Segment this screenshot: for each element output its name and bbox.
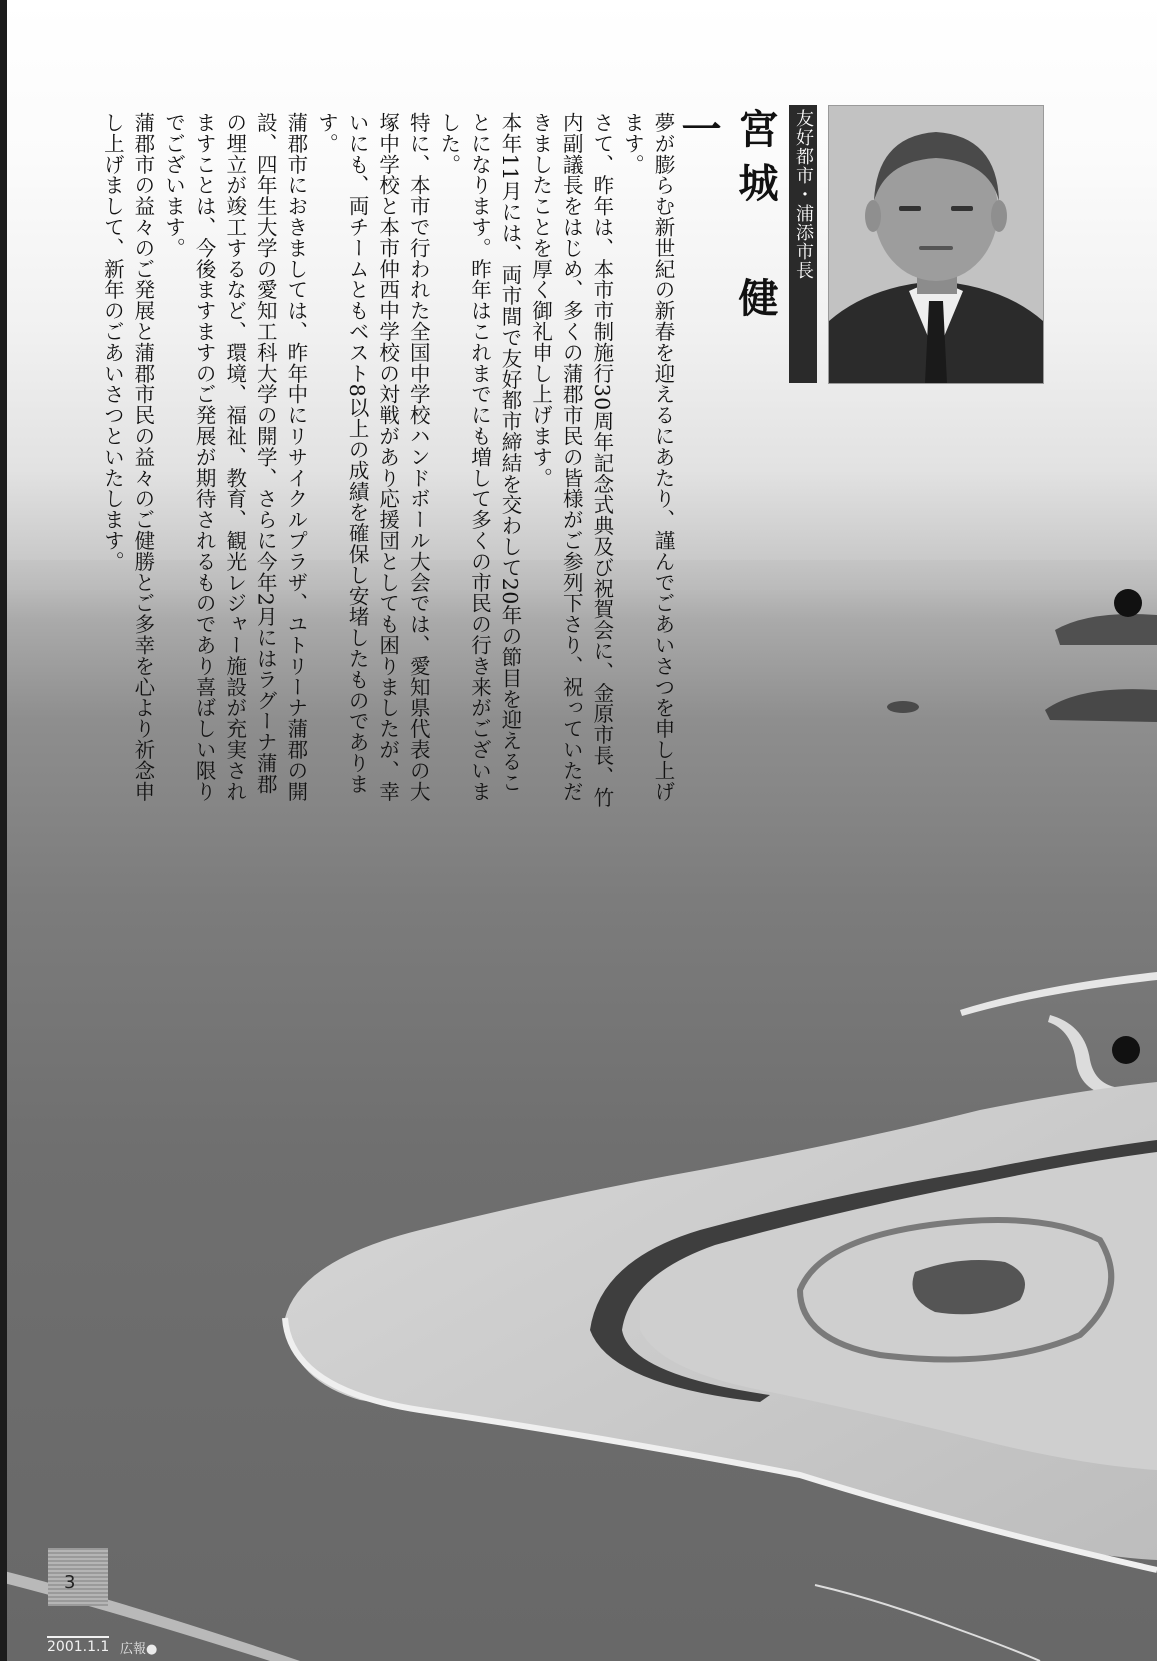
greeting-text <box>100 112 678 812</box>
island-small <box>887 701 919 713</box>
island-right <box>1045 689 1157 722</box>
title-role-label: 友好都市・浦添市長 <box>789 105 817 383</box>
paragraph: 本年11月には、両市間で友好都市締結を交わして20年の節目を迎えることになります。昨年はこれまでにも増して多くの市民の行き来がございました。 <box>436 112 523 802</box>
paragraph: 蒲郡市におきましては、昨年中にリサイクルプラザ、ユトリーナ蒲郡の開設、四年生大学の愛知工科大学の開学、さらに今年2月にはラグーナ蒲郡の埋立が竣工するなど、環境、福祉、教育、観光レジャー施設が充実されますことは、今後ますますのご発展が期待されるものであり喜ばしい限りでございます。 <box>161 112 308 802</box>
paragraph: 特に、本市で行われた全国中学校ハンドボール大会では、愛知県代表の大塚中学校と本市仲西中学校の対戦があり応援団としても困りましたが、幸いにも、両チームともベスト8以上の成績を確保し安堵したものであります。 <box>314 112 431 802</box>
issue-date: 2001.1.1 <box>47 1636 109 1655</box>
mayor-portrait <box>828 105 1044 384</box>
breakwater <box>960 972 1157 1016</box>
binding-hole-bottom <box>1112 1036 1140 1064</box>
mayor-name: 宮城 健一 <box>675 108 779 331</box>
page-number: 3 <box>64 1572 76 1593</box>
island-far-right <box>1055 614 1157 645</box>
wave-line <box>815 1585 1040 1661</box>
paragraph: さて、昨年は、本市市制施行30周年記念式典及び祝賀会に、金原市長、竹内副議長をはじめ、多くの蒲郡市民の皆様がご参列下さり、祝っていただきましたことを厚く御礼申し上げます。 <box>528 112 614 808</box>
binding-hole-top <box>1114 589 1142 617</box>
publication-name: 広報● <box>120 1642 158 1657</box>
paragraph: 蒲郡市の益々のご発展と蒲郡市民の益々のご健勝とご多幸を心より祈念申し上げまして、新年のごあいさつといたします。 <box>100 112 155 802</box>
page-number-box <box>48 1548 108 1606</box>
paragraph: 夢が膨らむ新世紀の新春を迎えるにあたり、謹んでごあいさつを申し上げます。 <box>620 112 675 802</box>
left-border <box>0 0 7 1661</box>
